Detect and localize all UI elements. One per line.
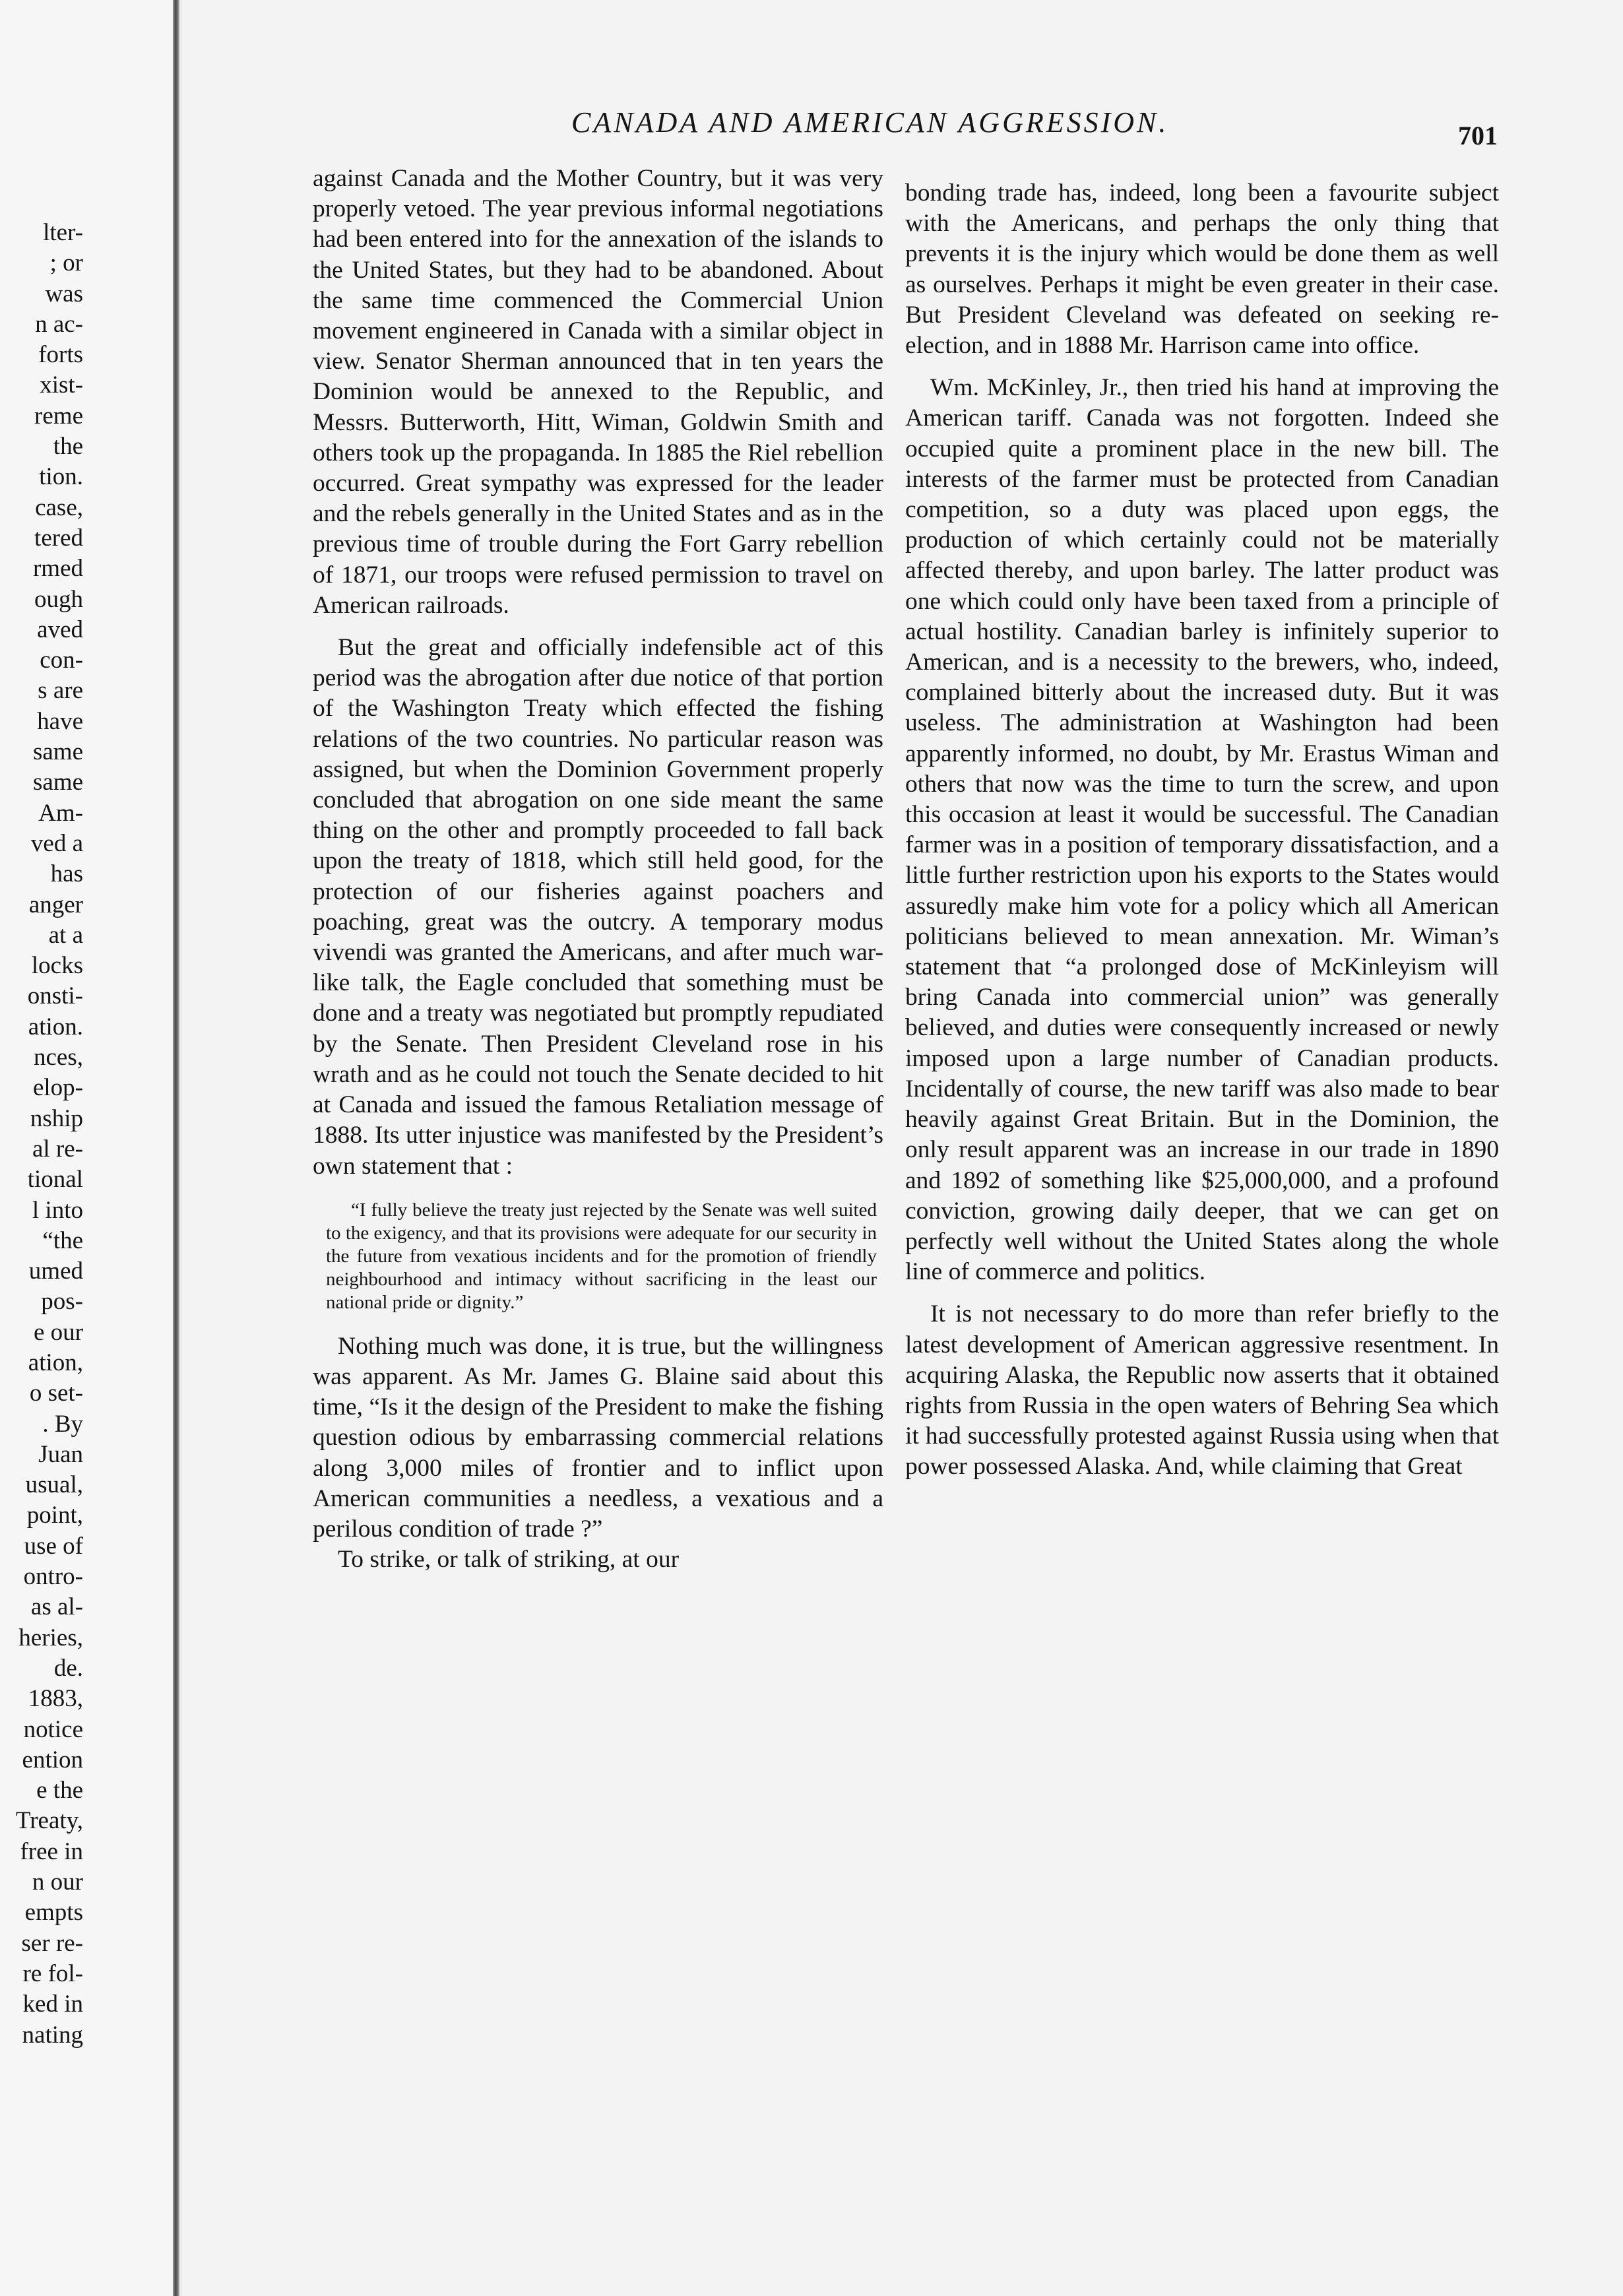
margin-fragment: nship (30, 1104, 83, 1132)
margin-fragment: Treaty, (15, 1807, 83, 1835)
margin-fragment: ontro- (23, 1563, 83, 1591)
paragraph: bonding trade has, indeed, long been a favourite subject with the Americans, and perhaps the only thing that prevents it is the injury which would be done them as well as ourselves. Perhaps it might be even greater in their case. But President Cleveland was defeated on seeking re-election, and in 1888 Mr. Harrison came into office. (905, 179, 1499, 360)
margin-fragment: nating (22, 2021, 83, 2049)
margin-fragment: ved a (30, 829, 83, 857)
margin-fragment: e our (34, 1318, 83, 1346)
margin-fragment: “the (42, 1227, 83, 1254)
paragraph: Nothing much was done, it is true, but the willingness was apparent. As Mr. James G. Blaine said about this time, “Is it the design of the President to make the fishing question odious by embarrassing commercial relations along 3,000 miles of frontier and to inflict upon American communities a needless, a vexatious and a perilous condition of trade ?” (313, 1332, 883, 1543)
margin-fragment: nces, (34, 1044, 83, 1071)
margin-fragment: at a (48, 921, 83, 949)
margin-fragment: as al- (30, 1593, 83, 1621)
margin-fragment: onsti- (27, 982, 83, 1010)
margin-fragment: locks (31, 952, 83, 980)
margin-fragment: l into (32, 1196, 83, 1224)
margin-fragment: forts (38, 341, 83, 369)
margin-fragment: ation. (28, 1013, 83, 1040)
margin-fragment: same (32, 769, 83, 796)
margin-fragment: tional (27, 1166, 83, 1194)
book-spine (173, 0, 179, 2296)
margin-fragment: anger (28, 891, 83, 918)
margin-fragment: notice (23, 1715, 83, 1743)
margin-fragment: the (53, 433, 83, 461)
margin-fragment: has (50, 860, 83, 888)
margin-fragment: Juan (38, 1440, 83, 1468)
margin-fragment: rmed (32, 555, 83, 583)
page-number: 701 (1458, 121, 1498, 150)
margin-fragment: s are (38, 677, 83, 705)
margin-fragment: de. (53, 1654, 83, 1682)
margin-fragment: tered (34, 524, 83, 552)
margin-fragment: have (37, 707, 83, 735)
margin-fragment: al re- (32, 1135, 83, 1163)
paragraph: against Canada and the Mother Country, but it was very properly vetoed. The year previous informal negotiations had been entered into for the annexation of the islands to the United States, but they had to be abandoned. About the same time commenced the Commercial Union movement engineered in Canada with a similar object in view. Senator Sherman announced that in ten years the Dominion would be annexed to the Republic, and Messrs. Butterworth, Hitt, Wiman, Goldwin Smith and others took up the propaganda. In 1885 the Riel rebellion occurred. Great sympathy was expressed for the leader and the rebels generally in the United States and as in the previous time of trouble during the Fort Garry rebellion of 1871, our troops were refused permission to travel on American railroads. (313, 165, 883, 619)
margin-fragment: ation, (28, 1349, 83, 1376)
margin-fragment: aved (37, 616, 83, 643)
margin-fragment: elop- (32, 1074, 83, 1102)
left-column (313, 164, 883, 1575)
margin-fragment: e the (36, 1777, 83, 1804)
margin-fragment: reme (34, 402, 83, 430)
margin-fragment: ention (22, 1746, 83, 1773)
margin-fragment: ser re- (21, 1929, 83, 1957)
margin-fragment: usual, (25, 1471, 83, 1499)
margin-fragment: point, (26, 1502, 83, 1529)
margin-fragment: umed (28, 1258, 83, 1285)
margin-fragment: pos- (41, 1288, 83, 1316)
left-page-fragments (0, 218, 83, 2051)
margin-fragment: use of (24, 1532, 83, 1560)
margin-fragment: n ac- (35, 310, 83, 338)
margin-fragment: Am- (38, 799, 83, 827)
margin-fragment: 1883, (28, 1685, 83, 1713)
margin-fragment: free in (20, 1837, 83, 1865)
paragraph: To strike, or talk of striking, at our (338, 1546, 680, 1574)
paragraph: It is not necessary to do more than refer briefly to the latest development of American aggressive resentment. In acquiring Alaska, the Republic now asserts that it obtained rights from Russia in the open waters of Behring Sea which it had successfully protested against Russia using when that power possessed Alaska. And, while claiming that Great (905, 1300, 1499, 1481)
margin-fragment: case, (35, 494, 83, 521)
margin-fragment: lter- (43, 219, 83, 246)
margin-fragment: con- (40, 647, 83, 674)
margin-fragment: ked in (22, 1991, 83, 2018)
left-page-strip (0, 0, 178, 2296)
margin-fragment: was (45, 280, 83, 307)
margin-fragment: o set- (29, 1380, 83, 1407)
margin-fragment: heries, (18, 1624, 83, 1651)
running-header: CANADA AND AMERICAN AGGRESSION. (571, 106, 1169, 139)
paragraph: But the great and officially indefensible act of this period was the abrogation after due notice of that portion of the Washington Treaty which effected the fishing relations of the two countries. No particular reason was assigned, but when the Dominion Government properly concluded that abrogation on one side meant the same thing on the other and promptly proceeded to fall back upon the treaty of 1818, which still held good, for the protection of our fisheries against poachers and poaching, great was the outcry. A temporary modus vivendi was granted the Americans, and after much war-like talk, the Eagle concluded that something must be done and a treaty was negotiated but promptly repudiated by the Senate. Then President Cleveland rose in his wrath and as he could not touch the Senate decided to hit at Canada and issued the famous Retaliation message of 1888. Its utter injustice was manifested by the President’s own statement that : (313, 634, 883, 1180)
margin-fragment: . By (42, 1410, 83, 1438)
margin-fragment: ; or (49, 249, 83, 277)
margin-fragment: empts (24, 1899, 83, 1927)
margin-fragment: same (32, 738, 83, 766)
margin-fragment: tion. (39, 463, 83, 491)
margin-fragment: ough (34, 585, 83, 613)
block-quote: “I fully believe the treaty just rejected by the Senate was well suited to the exigency, and that its provisions were adequate for our security in the future from vexatious incidents and for the promotion of friendly neighbourhood and intimacy without sacrificing in the least our national pride or dignity.” (326, 1199, 877, 1313)
margin-fragment: n our (32, 1868, 83, 1896)
margin-fragment: re fol- (22, 1960, 83, 1987)
paragraph: Wm. McKinley, Jr., then tried his hand at improving the American tariff. Canada was not forgotten. Indeed she occupied quite a prominent place in the new bill. The interests of the farmer must be protected from Canadian competition, so a duty was placed upon eggs, the production of which certainly could not be materially affected thereby, and upon barley. The latter product was one which could only have been taxed from a principle of actual hostility. Canadian barley is infinitely superior to American, and is a necessity to the brewers, who, indeed, complained bitterly about the increased duty. But it was useless. The administration at Washington had been apparently informed, no doubt, by Mr. Erastus Wiman and others that now was the time to turn the screw, and upon this occasion at least it would be successful. The Canadian farmer was in a position of temporary dissatisfaction, and a little further restriction upon his exports to the States would assuredly make him vote for a policy which all American politicians believed to mean annexation. Mr. Wiman’s statement that “a prolonged dose of McKinleyism will bring Canada into commercial union” was generally believed, and duties were consequently increased or newly imposed upon a large number of Canadian products. Incidentally of course, the new tariff was also made to bear heavily against Great Britain. But in the Dominion, the only result apparent was an increase in our trade in 1890 and 1892 of something like $25,000,000, and a profound conviction, growing daily deeper, that we can get on perfectly well without the United States along the whole line of commerce and politics. (905, 374, 1499, 1286)
margin-fragment: xist- (40, 371, 83, 399)
right-column (905, 178, 1499, 1483)
